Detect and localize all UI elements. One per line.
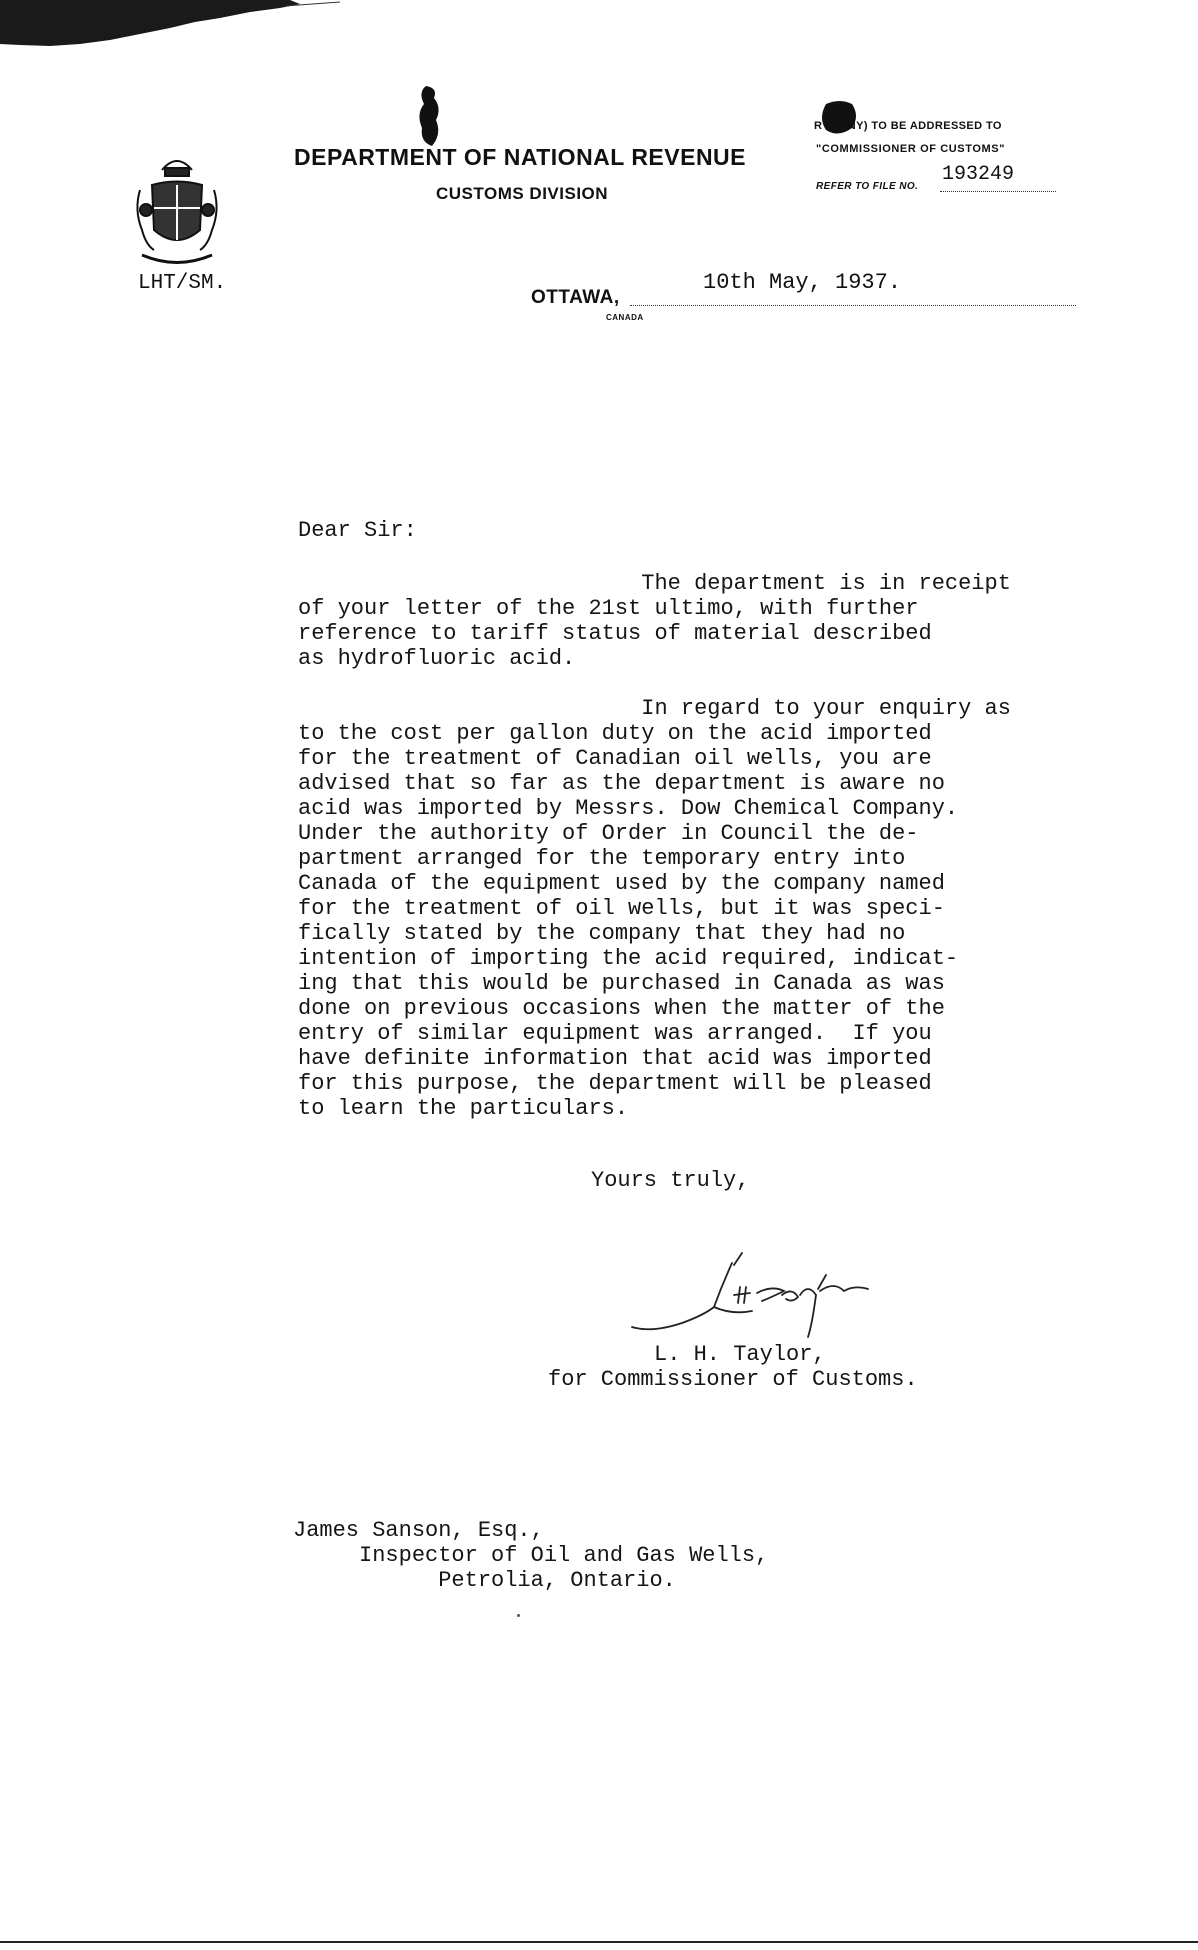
reference-initials: LHT/SM. (138, 272, 227, 295)
recipient-address: James Sanson, Esq., Inspector of Oil and Gas Wells, Petrolia, Ontario. (293, 1518, 769, 1593)
handwritten-signature (622, 1245, 882, 1340)
date-rule (630, 305, 1076, 306)
country-label: CANADA (606, 313, 644, 322)
ink-speck (517, 1614, 520, 1617)
addressing-note: R IF ANY) TO BE ADDRESSED TO (814, 120, 1002, 132)
addressing-note-recipient: "COMMISSIONER OF CUSTOMS" (816, 143, 1006, 155)
ink-blot-icon (412, 84, 448, 148)
body-paragraph-2: In regard to your enquiry as to the cost per gallon duty on the acid imported for the treatment of Canadian oil wells, you are advised that so far as the department is aware no acid was imported by Messrs. Dow Chemical Company. Under the authority of Order in Council the de- partment arranged for the temporary entry into Canada of the equipment used by the company named for the treatment of oil wells, but it was speci- fically stated by the company that they had no intention of importing the acid required, indicat- ing that this would be purchased in Canada as was done on previous occasions when the matter of the entry of similar equipment was arranged. If you have definite information that acid was imported for this purpose, the department will be pleased to learn the particulars. (298, 696, 1011, 1121)
signer-title: for Commissioner of Customs. (548, 1367, 918, 1392)
ink-blot-icon (818, 98, 860, 138)
division-name: CUSTOMS DIVISION (436, 184, 609, 203)
scan-border (0, 1941, 1198, 1943)
city-label: OTTAWA, (531, 287, 620, 308)
letter-date: 10th May, 1937. (703, 270, 902, 295)
department-name: DEPARTMENT OF NATIONAL REVENUE (294, 144, 747, 170)
signer-name: L. H. Taylor, (654, 1342, 826, 1367)
file-number: 193249 (942, 163, 1015, 186)
salutation: Dear Sir: (298, 518, 417, 543)
torn-edge-icon (0, 0, 340, 60)
complimentary-close: Yours truly, (591, 1168, 750, 1193)
coat-of-arms-icon (132, 150, 222, 272)
body-paragraph-1: The department is in receipt of your letter of the 21st ultimo, with further reference to tariff status of material described as hydrofluoric acid. (298, 571, 1011, 671)
file-number-rule (940, 191, 1056, 192)
refer-to-file-label: REFER TO FILE NO. (816, 181, 919, 192)
